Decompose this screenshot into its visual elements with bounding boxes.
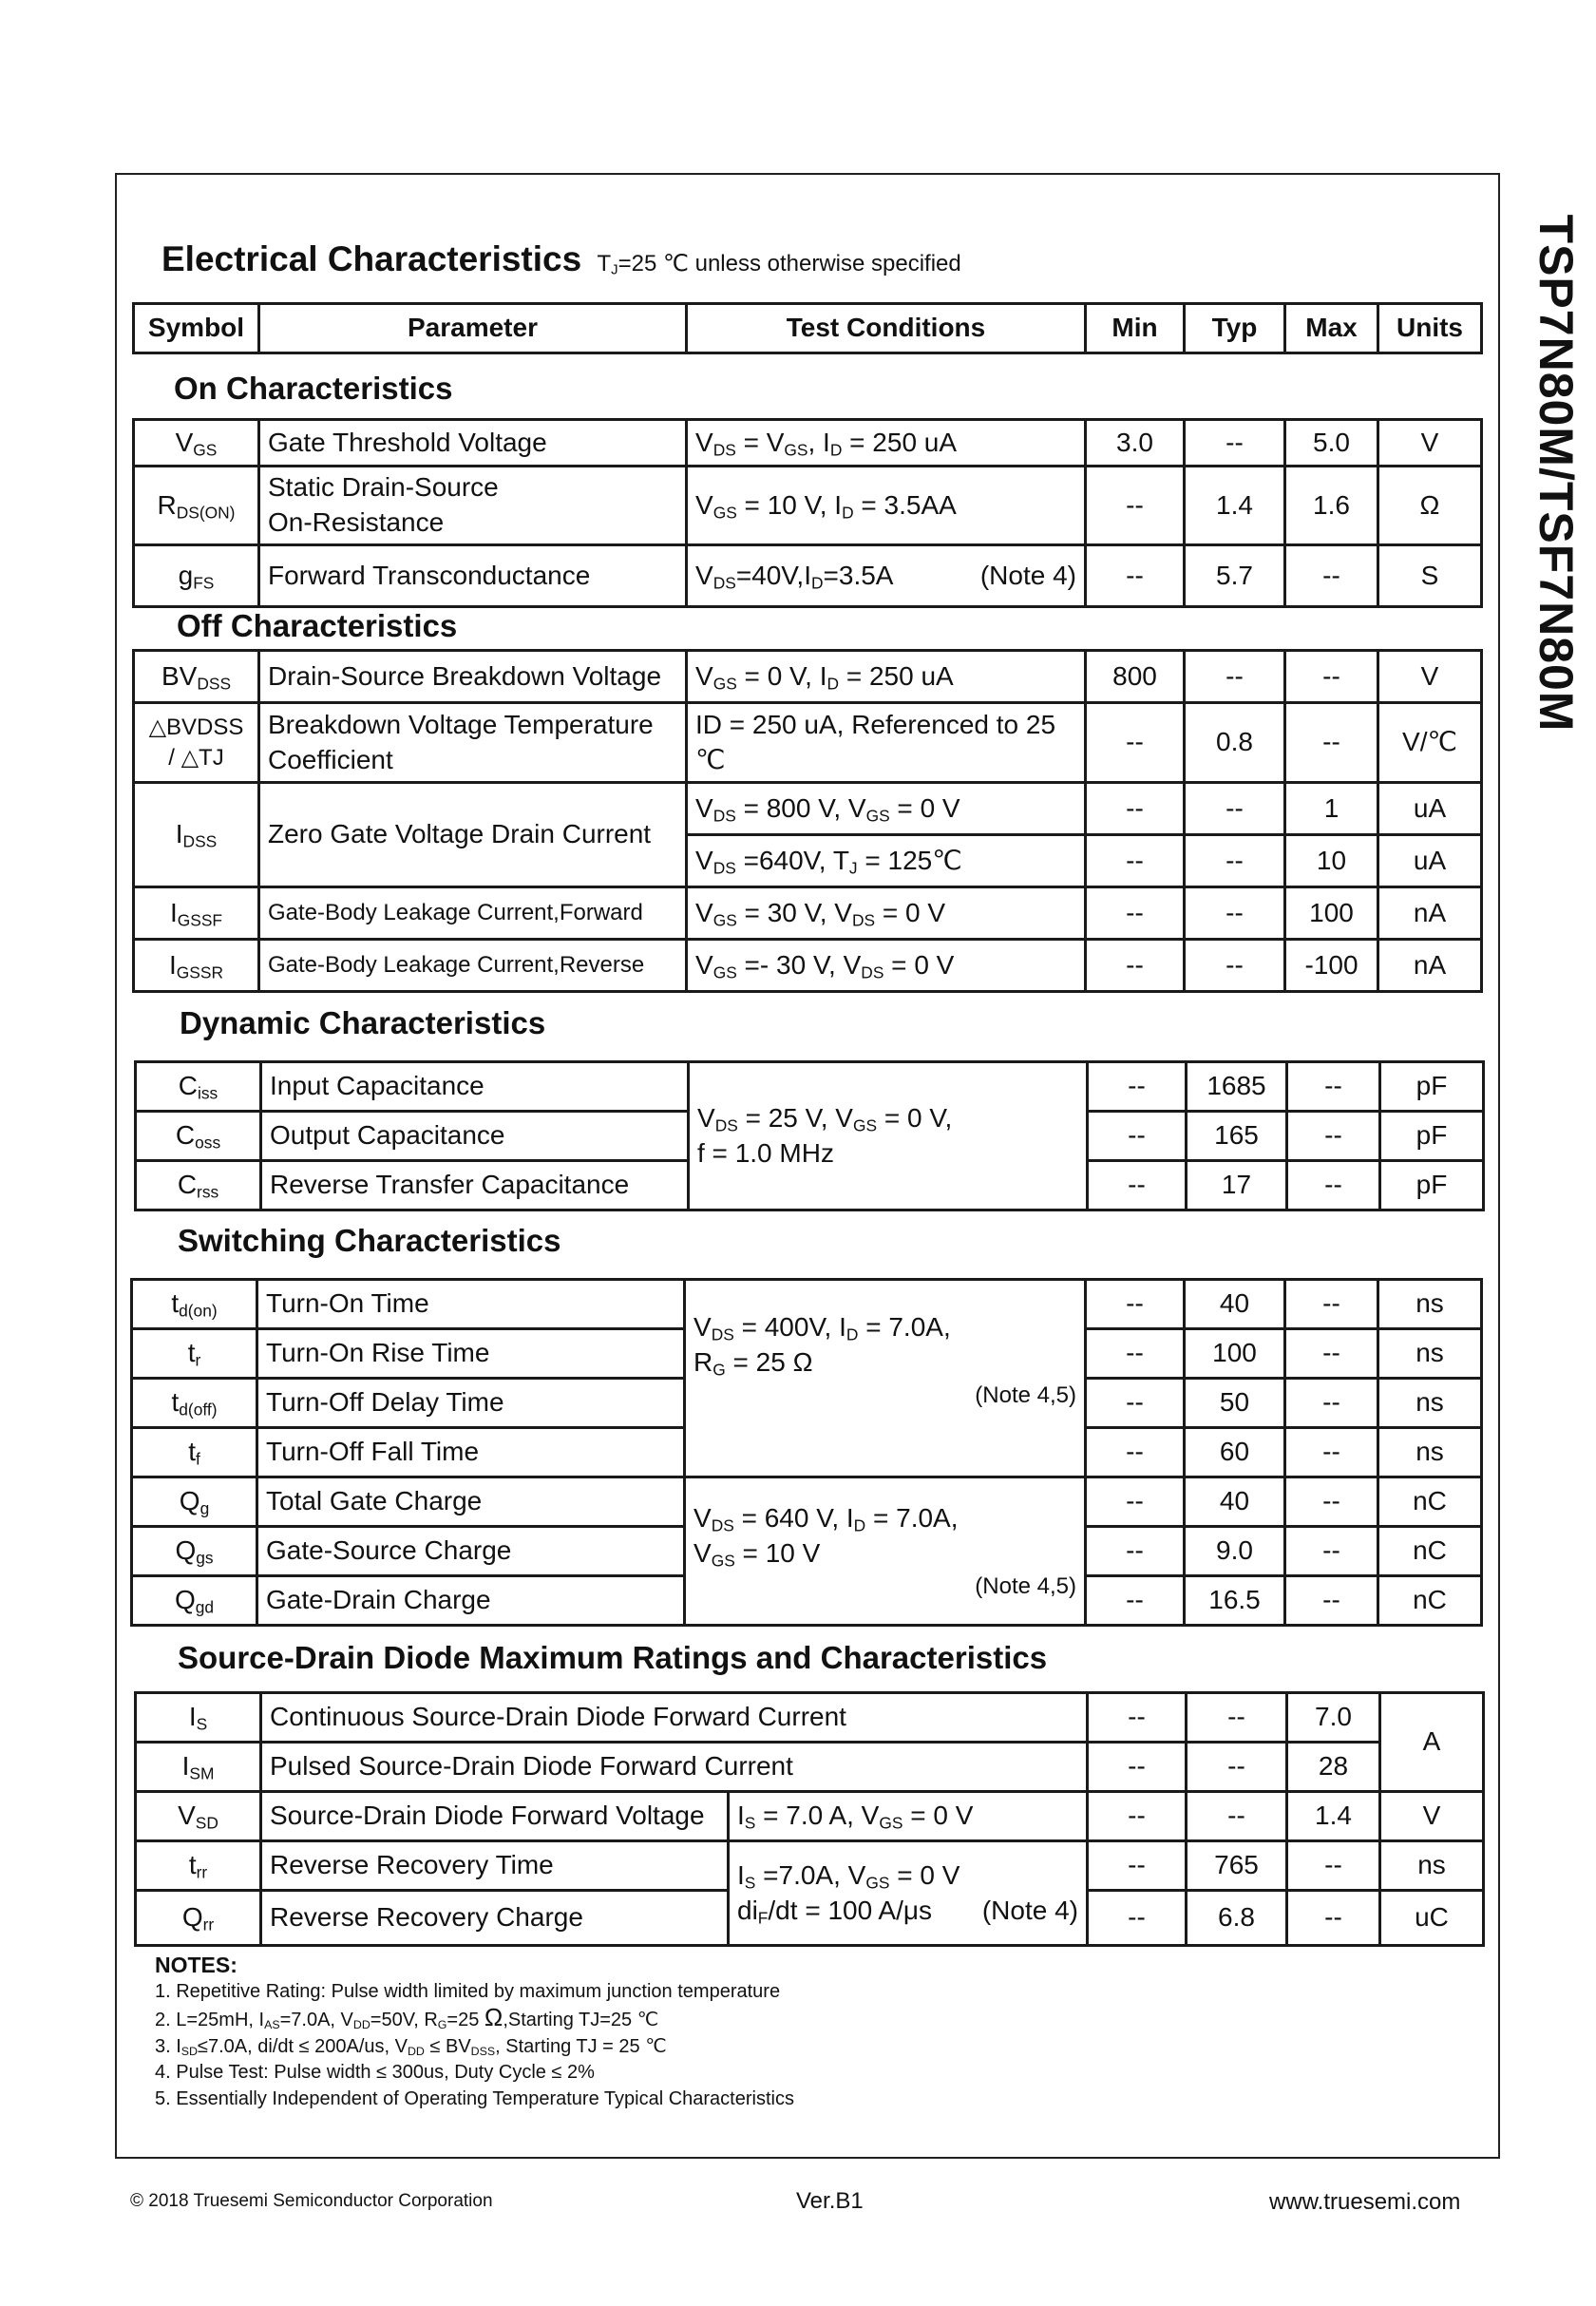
table-cell: --: [1185, 835, 1285, 887]
table-cell: --: [1086, 1329, 1185, 1379]
table-cell: Continuous Source-Drain Diode Forward Current: [261, 1693, 1088, 1743]
table-cell: --: [1185, 887, 1285, 940]
table-cell: △BVDSS / △TJ: [134, 703, 259, 783]
header-symbol: Symbol: [134, 304, 259, 353]
table-cell: $V_{DS} = 640$ V, $I_D = 7.0A$, $V_{GS} = 10$ V (Note 4,5): [685, 1477, 1086, 1626]
footer-copyright: © 2018 Truesemi Semiconductor Corporation: [130, 2191, 493, 2211]
table-cell: $Q_{rr}$: [136, 1891, 261, 1946]
table-cell: Forward Transconductance: [259, 545, 687, 607]
table-cell: $V_{GS}$: [134, 420, 259, 467]
table-cell: pF: [1380, 1062, 1484, 1112]
row-bvdss: [134, 651, 1482, 703]
section-switching: Switching Characteristics: [178, 1223, 561, 1258]
side-part-number: TSP7N80M/TSF7N80M: [1529, 214, 1583, 733]
table-cell: 9.0: [1185, 1527, 1285, 1576]
table-cell: uA: [1378, 835, 1482, 887]
table-cell: ns: [1378, 1329, 1482, 1379]
table-cell: --: [1285, 1379, 1378, 1428]
table-cell: 800: [1086, 651, 1185, 703]
table-cell: Gate Threshold Voltage: [259, 420, 687, 467]
header-test-conditions: Test Conditions: [687, 304, 1086, 353]
table-cell: Source-Drain Diode Forward Voltage: [261, 1792, 729, 1841]
table-cell: 1.6: [1285, 467, 1378, 545]
table-cell: --: [1088, 1841, 1187, 1891]
notes: [155, 1953, 794, 2112]
table-cell: --: [1088, 1743, 1187, 1792]
table-cell: Reverse Recovery Time: [261, 1841, 729, 1891]
table-cell: V: [1378, 651, 1482, 703]
section-off: Off Characteristics: [177, 608, 458, 643]
table-cell: $V_{DS}=40V,I_D=3.5A$ (Note 4): [687, 545, 1086, 607]
table-cell: nC: [1378, 1477, 1482, 1527]
table-cell: --: [1086, 1379, 1185, 1428]
table-cell: --: [1086, 1280, 1185, 1329]
table-cell: --: [1285, 1527, 1378, 1576]
table-cell: --: [1086, 1576, 1185, 1626]
table-cell: $C_{iss}$: [136, 1062, 261, 1112]
table-cell: --: [1086, 467, 1185, 545]
row-delta-bv: [134, 703, 1482, 783]
row-trr: [136, 1841, 1484, 1891]
table-cell: Input Capacitance: [261, 1062, 689, 1112]
table-cell: 5.7: [1185, 545, 1285, 607]
table-cell: --: [1185, 940, 1285, 992]
table-cell: pF: [1380, 1161, 1484, 1210]
table-cell: --: [1285, 1477, 1378, 1527]
row-igssf: [134, 887, 1482, 940]
table-cell: 165: [1187, 1112, 1287, 1161]
table-cell: --: [1086, 545, 1185, 607]
table-cell: $g_{FS}$: [134, 545, 259, 607]
table-cell: 1685: [1187, 1062, 1287, 1112]
table-cell: Reverse Recovery Charge: [261, 1891, 729, 1946]
table-cell: $C_{rss}$: [136, 1161, 261, 1210]
row-ciss: [136, 1062, 1484, 1112]
table-cell: Ω: [1378, 467, 1482, 545]
table-cell: --: [1287, 1112, 1380, 1161]
table-cell: Pulsed Source-Drain Diode Forward Current: [261, 1743, 1088, 1792]
table-cell: $I_S =7.0A$, $V_{GS} = 0$ V $di_F/dt = 100$ A/μs (Note 4): [729, 1841, 1088, 1946]
table-cell: --: [1185, 651, 1285, 703]
table-cell: $Q_{gd}$: [132, 1576, 257, 1626]
table-cell: 17: [1187, 1161, 1287, 1210]
table-cell: $Q_{gs}$: [132, 1527, 257, 1576]
table-cell: --: [1187, 1693, 1287, 1743]
table-cell: -100: [1285, 940, 1378, 992]
table-cell: 16.5: [1185, 1576, 1285, 1626]
table-cell: Gate-Body Leakage Current,Reverse: [259, 940, 687, 992]
table-cell: $Q_g$: [132, 1477, 257, 1527]
row-qg: [132, 1477, 1482, 1527]
table-cell: --: [1086, 703, 1185, 783]
table-cell: 60: [1185, 1428, 1285, 1477]
row-rds-on: [134, 467, 1482, 545]
table-cell: Reverse Transfer Capacitance: [261, 1161, 689, 1210]
table-cell: $V_{DS} = 800$ V, $V_{GS} = 0$ V: [687, 783, 1086, 835]
table-cell: Turn-On Rise Time: [257, 1329, 685, 1379]
table-cell: $t_r$: [132, 1329, 257, 1379]
row-is: [136, 1693, 1484, 1743]
table-cell: V/℃: [1378, 703, 1482, 783]
table-cell: $V_{DS} =640V$, $T_J$ = 125℃: [687, 835, 1086, 887]
table-cell: $V_{DS} = V_{GS}$, $I_D = 250$ uA: [687, 420, 1086, 467]
table-cell: --: [1086, 940, 1185, 992]
table-cell: $V_{SD}$: [136, 1792, 261, 1841]
note-5: 5. Essentially Independent of Operating Temperature Typical Characteristics: [155, 2087, 794, 2109]
table-cell: --: [1285, 545, 1378, 607]
title-condition: $T_J=25$ ℃ unless otherwise specified: [597, 251, 961, 278]
dynamic-table: [134, 1060, 1485, 1211]
table-cell: 1.4: [1287, 1792, 1380, 1841]
table-cell: A: [1380, 1693, 1484, 1792]
note-3: 3. $I_{SD}\le 7.0A$, di/dt ≤ 200A/us, $V_{DD} \le BV_{DSS}$, Starting TJ = 25 ℃: [155, 2035, 667, 2058]
header-table: [132, 302, 1483, 354]
row-tdon: [132, 1280, 1482, 1329]
row-idss-1: [134, 783, 1482, 835]
section-source-drain: Source-Drain Diode Maximum Ratings and Characteristics: [178, 1640, 1048, 1675]
table-cell: ID = 250 uA, Referenced to 25 ℃: [687, 703, 1086, 783]
table-cell: --: [1287, 1062, 1380, 1112]
table-cell: --: [1086, 1428, 1185, 1477]
table-cell: $t_f$: [132, 1428, 257, 1477]
table-cell: 50: [1185, 1379, 1285, 1428]
table-cell: $I_{GSSF}$: [134, 887, 259, 940]
table-cell: $BV_{DSS}$: [134, 651, 259, 703]
table-cell: Gate-Drain Charge: [257, 1576, 685, 1626]
table-cell: uC: [1380, 1891, 1484, 1946]
table-cell: 765: [1187, 1841, 1287, 1891]
table-cell: --: [1086, 783, 1185, 835]
table-cell: --: [1088, 1112, 1187, 1161]
page-title: Electrical Characteristics $T_J=25$ ℃ unless otherwise specified: [162, 239, 961, 278]
table-cell: 10: [1285, 835, 1378, 887]
table-cell: --: [1285, 1329, 1378, 1379]
table-cell: 7.0: [1287, 1693, 1380, 1743]
table-cell: --: [1287, 1161, 1380, 1210]
table-cell: 1: [1285, 783, 1378, 835]
table-cell: --: [1285, 703, 1378, 783]
table-cell: 1.4: [1185, 467, 1285, 545]
table-cell: Drain-Source Breakdown Voltage: [259, 651, 687, 703]
table-cell: --: [1285, 651, 1378, 703]
table-cell: $V_{GS} = 30$ V, $V_{DS} = 0$ V: [687, 887, 1086, 940]
table-cell: 100: [1285, 887, 1378, 940]
table-cell: ns: [1378, 1428, 1482, 1477]
table-cell: --: [1088, 1062, 1187, 1112]
table-cell: $t_{d(on)}$: [132, 1280, 257, 1329]
table-cell: ns: [1378, 1379, 1482, 1428]
table-cell: 40: [1185, 1280, 1285, 1329]
header-min: Min: [1086, 304, 1185, 353]
table-cell: --: [1187, 1743, 1287, 1792]
table-cell: --: [1187, 1792, 1287, 1841]
table-cell: --: [1285, 1576, 1378, 1626]
table-cell: nA: [1378, 940, 1482, 992]
header-parameter: Parameter: [259, 304, 687, 353]
switching-table: [130, 1278, 1483, 1627]
table-cell: $V_{GS} =- 30$ V, $V_{DS} = 0$ V: [687, 940, 1086, 992]
table-cell: 40: [1185, 1477, 1285, 1527]
table-cell: nC: [1378, 1527, 1482, 1576]
table-cell: 5.0: [1285, 420, 1378, 467]
table-cell: 28: [1287, 1743, 1380, 1792]
table-cell: $t_{rr}$: [136, 1841, 261, 1891]
on-table: [132, 418, 1483, 608]
note-4: 4. Pulse Test: Pulse width ≤ 300us, Duty Cycle ≤ 2%: [155, 2062, 595, 2083]
table-cell: 100: [1185, 1329, 1285, 1379]
table-cell: $I_{SM}$: [136, 1743, 261, 1792]
table-cell: --: [1086, 1527, 1185, 1576]
table-cell: --: [1285, 1280, 1378, 1329]
table-cell: ns: [1380, 1841, 1484, 1891]
table-cell: --: [1088, 1792, 1187, 1841]
row-igssr: [134, 940, 1482, 992]
table-cell: $I_{DSS}$: [134, 783, 259, 887]
table-cell: --: [1086, 835, 1185, 887]
off-table: [132, 649, 1483, 993]
table-cell: Turn-On Time: [257, 1280, 685, 1329]
table-cell: nC: [1378, 1576, 1482, 1626]
table-cell: ns: [1378, 1280, 1482, 1329]
table-cell: --: [1086, 887, 1185, 940]
row-ism: [136, 1743, 1484, 1792]
table-cell: $C_{oss}$: [136, 1112, 261, 1161]
table-cell: --: [1088, 1891, 1187, 1946]
table-cell: --: [1287, 1841, 1380, 1891]
row-gfs: [134, 545, 1482, 607]
source-drain-table: [134, 1691, 1485, 1947]
table-cell: $R_{DS(ON)}$: [134, 467, 259, 545]
row-vsd: [136, 1792, 1484, 1841]
table-cell: $I_S$: [136, 1693, 261, 1743]
table-cell: Static Drain-Source On-Resistance: [259, 467, 687, 545]
table-cell: nA: [1378, 887, 1482, 940]
table-cell: --: [1185, 783, 1285, 835]
section-on: On Characteristics: [174, 371, 453, 406]
table-cell: S: [1378, 545, 1482, 607]
row-vgs: [134, 420, 1482, 467]
section-dynamic: Dynamic Characteristics: [180, 1005, 546, 1040]
table-cell: Zero Gate Voltage Drain Current: [259, 783, 687, 887]
table-cell: Gate-Source Charge: [257, 1527, 685, 1576]
table-cell: Turn-Off Delay Time: [257, 1379, 685, 1428]
footer-version: Ver.B1: [796, 2188, 864, 2214]
header-typ: Typ: [1185, 304, 1285, 353]
table-cell: 6.8: [1187, 1891, 1287, 1946]
table-cell: --: [1285, 1428, 1378, 1477]
footer-website[interactable]: www.truesemi.com: [1269, 2189, 1461, 2215]
table-cell: --: [1088, 1693, 1187, 1743]
table-cell: Turn-Off Fall Time: [257, 1428, 685, 1477]
note-2: 2. L=25mH, $I_{AS}=7.0A$, $V_{DD}=50V$, $R_G=25$ Ω,Starting TJ=25 ℃: [155, 2003, 659, 2032]
table-cell: --: [1088, 1161, 1187, 1210]
notes-heading: NOTES:: [155, 1953, 238, 1977]
table-cell: V: [1378, 420, 1482, 467]
table-cell: uA: [1378, 783, 1482, 835]
table-cell: $I_S = 7.0$ A, $V_{GS} = 0$ V: [729, 1792, 1088, 1841]
table-cell: --: [1086, 1477, 1185, 1527]
header-max: Max: [1285, 304, 1378, 353]
table-cell: Breakdown Voltage Temperature Coefficient: [259, 703, 687, 783]
table-cell: $V_{DS} = 400V$, $I_D = 7.0A$, $R_G = 25$ Ω (Note 4,5): [685, 1280, 1086, 1477]
table-cell: $V_{GS} = 0$ V, $I_D = 250$ uA: [687, 651, 1086, 703]
table-cell: 0.8: [1185, 703, 1285, 783]
table-cell: pF: [1380, 1112, 1484, 1161]
table-cell: Output Capacitance: [261, 1112, 689, 1161]
header-units: Units: [1378, 304, 1482, 353]
table-cell: Gate-Body Leakage Current,Forward: [259, 887, 687, 940]
table-cell: $V_{GS} = 10$ V, $I_D = 3.5AA$: [687, 467, 1086, 545]
table-cell: --: [1287, 1891, 1380, 1946]
table-cell: --: [1185, 420, 1285, 467]
table-cell: Total Gate Charge: [257, 1477, 685, 1527]
table-cell: $t_{d(off)}$: [132, 1379, 257, 1428]
table-cell: $I_{GSSR}$: [134, 940, 259, 992]
note-1: 1. Repetitive Rating: Pulse width limited by maximum junction temperature: [155, 1980, 781, 2002]
table-cell: $V_{DS} = 25$ V, $V_{GS} = 0$ V, f = 1.0 MHz: [689, 1062, 1088, 1210]
table-cell: V: [1380, 1792, 1484, 1841]
table-cell: 3.0: [1086, 420, 1185, 467]
